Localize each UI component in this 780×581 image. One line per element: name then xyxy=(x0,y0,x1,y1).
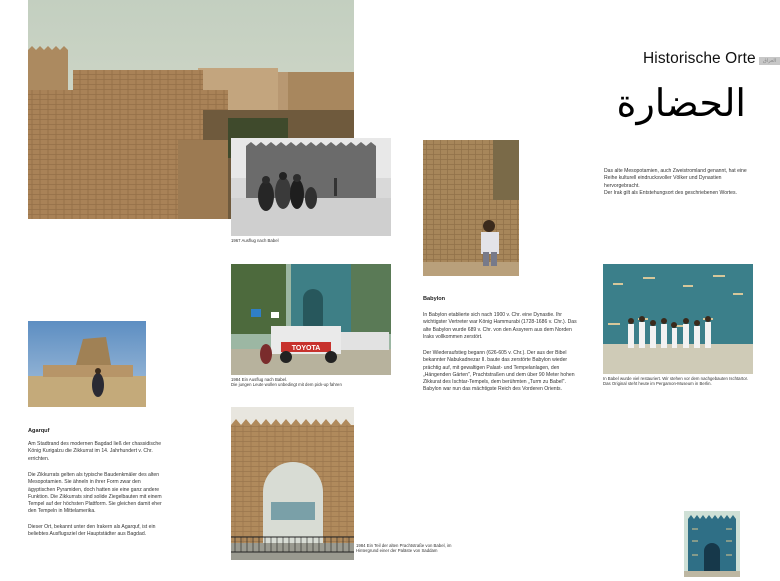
intro-paragraph-1: Das alte Mesopotamien, auch Zweistromland genannt, hat eine Reihe kulturell eindrucksvoller Völker und Dynastien hervorgebracht. xyxy=(604,168,747,189)
agarquf-paragraph-2: Die Zikkurrats gelten als typische Baudenkmäler des alten Mesopotamien. Sie ähneln in ihrer Form zwar den ägyptischen Pyramiden, doch hatten sie eine ganz andere Funktion. Die Zikkurrats sind solide Ziegelbauten mit einem Tempel auf der höchsten Plattform. Sie gleichen damit eher den Tempeln in Mittelamerika. xyxy=(28,472,162,515)
photo-1984-processional-street xyxy=(231,407,354,560)
photo-1984-pickup xyxy=(231,264,391,375)
caption-1967: 1967 Ausflug nach Babel xyxy=(231,238,279,243)
caption-1984-pickup: 1984 Ein Ausflug nach Babel. Die jungen Leute wollen unbedingt mit dem pick-up fahren xyxy=(231,377,342,388)
logo xyxy=(759,57,780,65)
page-title: Historische Orte xyxy=(643,50,756,67)
babylon-heading: Babylon xyxy=(423,296,446,302)
caption-ishtar-gate-group: In Babel wurde viel restauriert. Wir stehen vor dem nachgebauten Ischtartor. Das Original steht heute im Pergamon-Museum in Berlin. xyxy=(603,376,748,387)
agarquf-paragraph-3: Dieser Ort, bekannt unter den Irakern als Agarquf, ist ein beliebtes Ausflugsziel der Hauptstädter aus Bagdad. xyxy=(28,524,156,538)
photo-1967-excursion xyxy=(231,138,391,236)
photo-ishtar-gate xyxy=(684,511,740,577)
agarquf-heading: Agarquf xyxy=(28,428,50,434)
agarquf-paragraph-1: Am Stadtrand des modernen Bagdad ließ der chassidische König Kurigalzu die Zikkurrat im 14. Jahrhundert v. Chr. errichten. xyxy=(28,441,162,462)
arabic-title: الحضارة xyxy=(616,81,746,125)
caption-1984-processional-street: 1984 Ein Teil der alten Prachtstraße von Babel, im Hintergrund einer der Paläste von Saddam xyxy=(356,543,452,554)
babylon-paragraph-2: Der Wiederaufstieg begann (626-605 v. Chr.). Der aus der Bibel bekannter Nabukadnezar II. baute das zerstörte Babylon wieder prächtig auf, mit gewaltigen Palast- und Tempelanlagen, den „Hängenden Gärten", Prachtstraßen und dem über 90 Meter hohen Zikkurat des Ischtar-Tempels, dem berühmten „Turm zu Babel". Babylon war nun das mächtigste Reich des Vorderen Orients. xyxy=(423,350,575,393)
pickup-plate-text: TOYOTA xyxy=(291,345,321,352)
photo-child-babylon xyxy=(423,140,519,276)
babylon-paragraph-1: In Babylon etablierte sich nach 1900 v. Chr. eine Dynastie. Ihr wichtigster Vertreter war König Hammurabi (1728-1686 v. Chr.). Das alte Babylon wurde 689 v. Chr. von den Assyrern aus dem Norden Iraks vollkommen zerstört. xyxy=(423,312,577,340)
photo-agarquf-ziggurat xyxy=(28,321,146,407)
intro-paragraph-2: Der Irak gilt als Entstehungsort des geschriebenen Wortes. xyxy=(604,190,737,196)
photo-ishtar-gate-group xyxy=(603,264,753,374)
logo-text: ﺍﻟﻌﺮﺍﻕ xyxy=(762,58,777,64)
